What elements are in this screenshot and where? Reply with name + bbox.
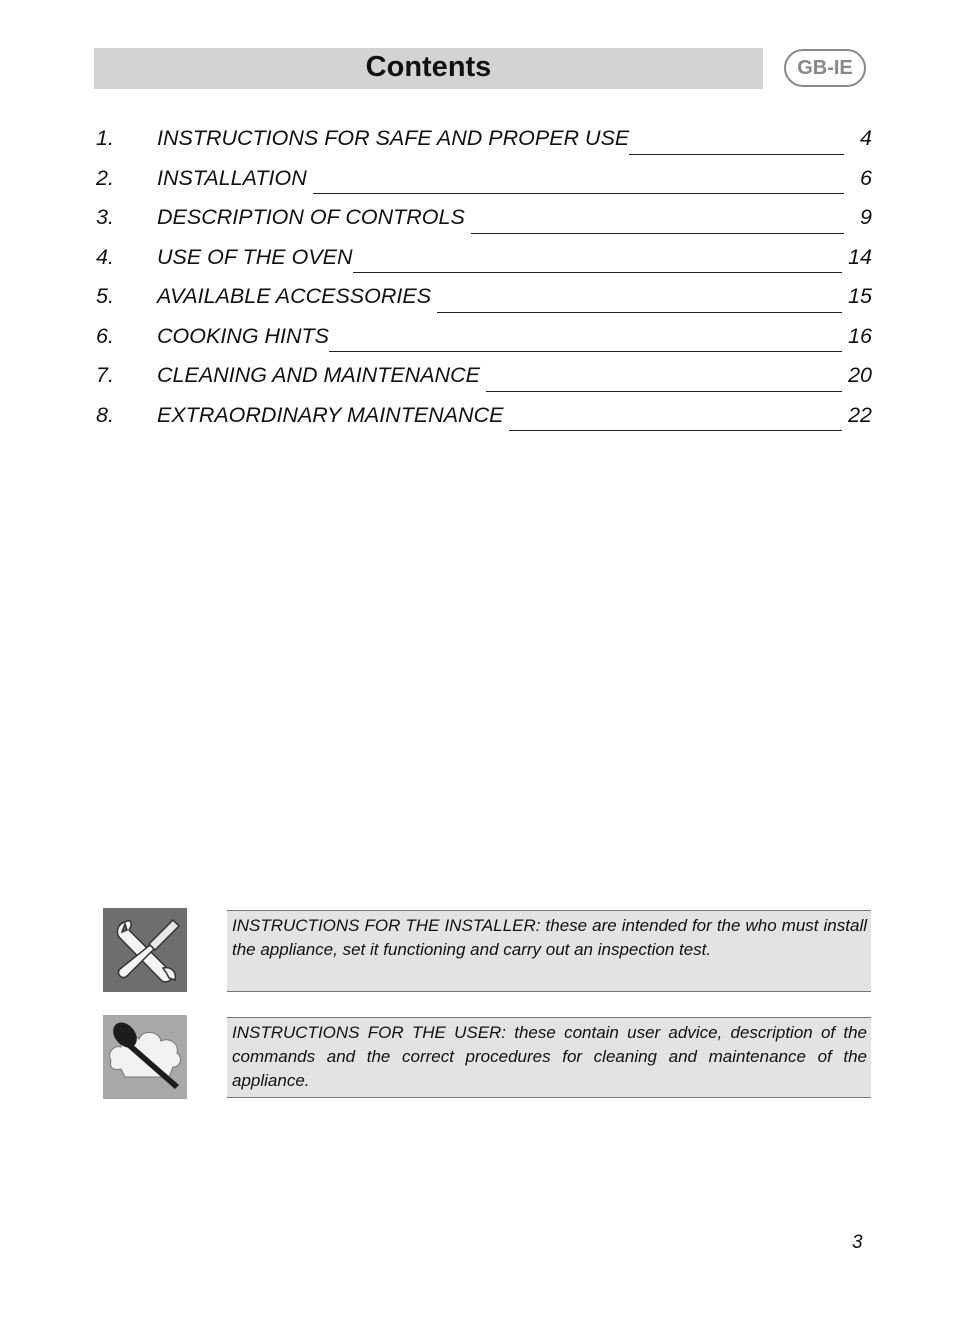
toc-entry-leader bbox=[471, 233, 844, 234]
toc-entry[interactable] bbox=[96, 363, 872, 403]
toc-entry[interactable] bbox=[96, 166, 872, 206]
toc-entry-number: 3. bbox=[96, 205, 114, 229]
toc-entry-title: INSTALLATION bbox=[157, 165, 307, 190]
toc-entry[interactable] bbox=[96, 324, 872, 364]
toc-entry-title: AVAILABLE ACCESSORIES bbox=[157, 284, 432, 308]
toc-entry-page: 15 bbox=[848, 284, 872, 308]
installer-note: INSTRUCTIONS FOR THE INSTALLER: these are intended for the who must install the appliance, set it functioning and carry out an inspection test. bbox=[227, 910, 871, 992]
toc-entry-leader bbox=[437, 312, 842, 313]
user-note: INSTRUCTIONS FOR THE USER: these contain user advice, description of the commands and the correct procedures for cleaning and maintenance of the appliance. bbox=[227, 1017, 871, 1098]
toc-entry[interactable] bbox=[96, 403, 872, 443]
toc-entry-number: 8. bbox=[96, 402, 114, 427]
toc-entry-number: 6. bbox=[96, 323, 114, 348]
spoon-chef-hat-icon bbox=[103, 1015, 187, 1099]
toc-entry-title: DESCRIPTION OF CONTROLS bbox=[157, 205, 465, 229]
toc-entry-title: COOKING HINTS bbox=[157, 323, 330, 348]
page-title: Contents bbox=[365, 51, 492, 83]
toc-entry-page: 6 bbox=[860, 165, 872, 190]
toc-entry-page: 16 bbox=[848, 323, 872, 348]
toc-entry-title: INSTRUCTIONS FOR SAFE AND PROPER USE bbox=[157, 126, 630, 150]
toc-entry-page: 20 bbox=[848, 363, 872, 387]
toc-entry-leader bbox=[509, 430, 842, 431]
toc-entry-number: 7. bbox=[96, 363, 114, 387]
toc-entry-leader bbox=[329, 351, 842, 352]
toc-entry-title: USE OF THE OVEN bbox=[157, 244, 353, 269]
toc-entry-page: 9 bbox=[860, 205, 872, 229]
toc-entry-leader bbox=[486, 391, 842, 392]
tools-icon bbox=[103, 908, 187, 992]
table-of-contents bbox=[96, 126, 872, 442]
toc-entry-leader bbox=[353, 272, 843, 273]
toc-entry-number: 4. bbox=[96, 244, 114, 269]
toc-entry-page: 22 bbox=[848, 402, 872, 427]
toc-entry-number: 1. bbox=[96, 126, 114, 150]
toc-entry-leader bbox=[313, 193, 844, 194]
toc-entry-title: EXTRAORDINARY MAINTENANCE bbox=[157, 402, 504, 427]
toc-entry-number: 2. bbox=[96, 165, 114, 190]
toc-entry-title: CLEANING AND MAINTENANCE bbox=[157, 363, 480, 387]
language-badge: GB-IE bbox=[784, 49, 866, 87]
toc-entry-leader bbox=[629, 154, 844, 155]
toc-entry-page: 4 bbox=[860, 126, 872, 150]
toc-entry-number: 5. bbox=[96, 284, 114, 308]
toc-entry[interactable] bbox=[96, 126, 872, 166]
header-bar bbox=[94, 48, 763, 89]
toc-entry[interactable] bbox=[96, 245, 872, 285]
toc-entry[interactable] bbox=[96, 284, 872, 324]
toc-entry-page: 14 bbox=[848, 244, 872, 269]
page-number: 3 bbox=[852, 1232, 863, 1253]
toc-entry[interactable] bbox=[96, 205, 872, 245]
